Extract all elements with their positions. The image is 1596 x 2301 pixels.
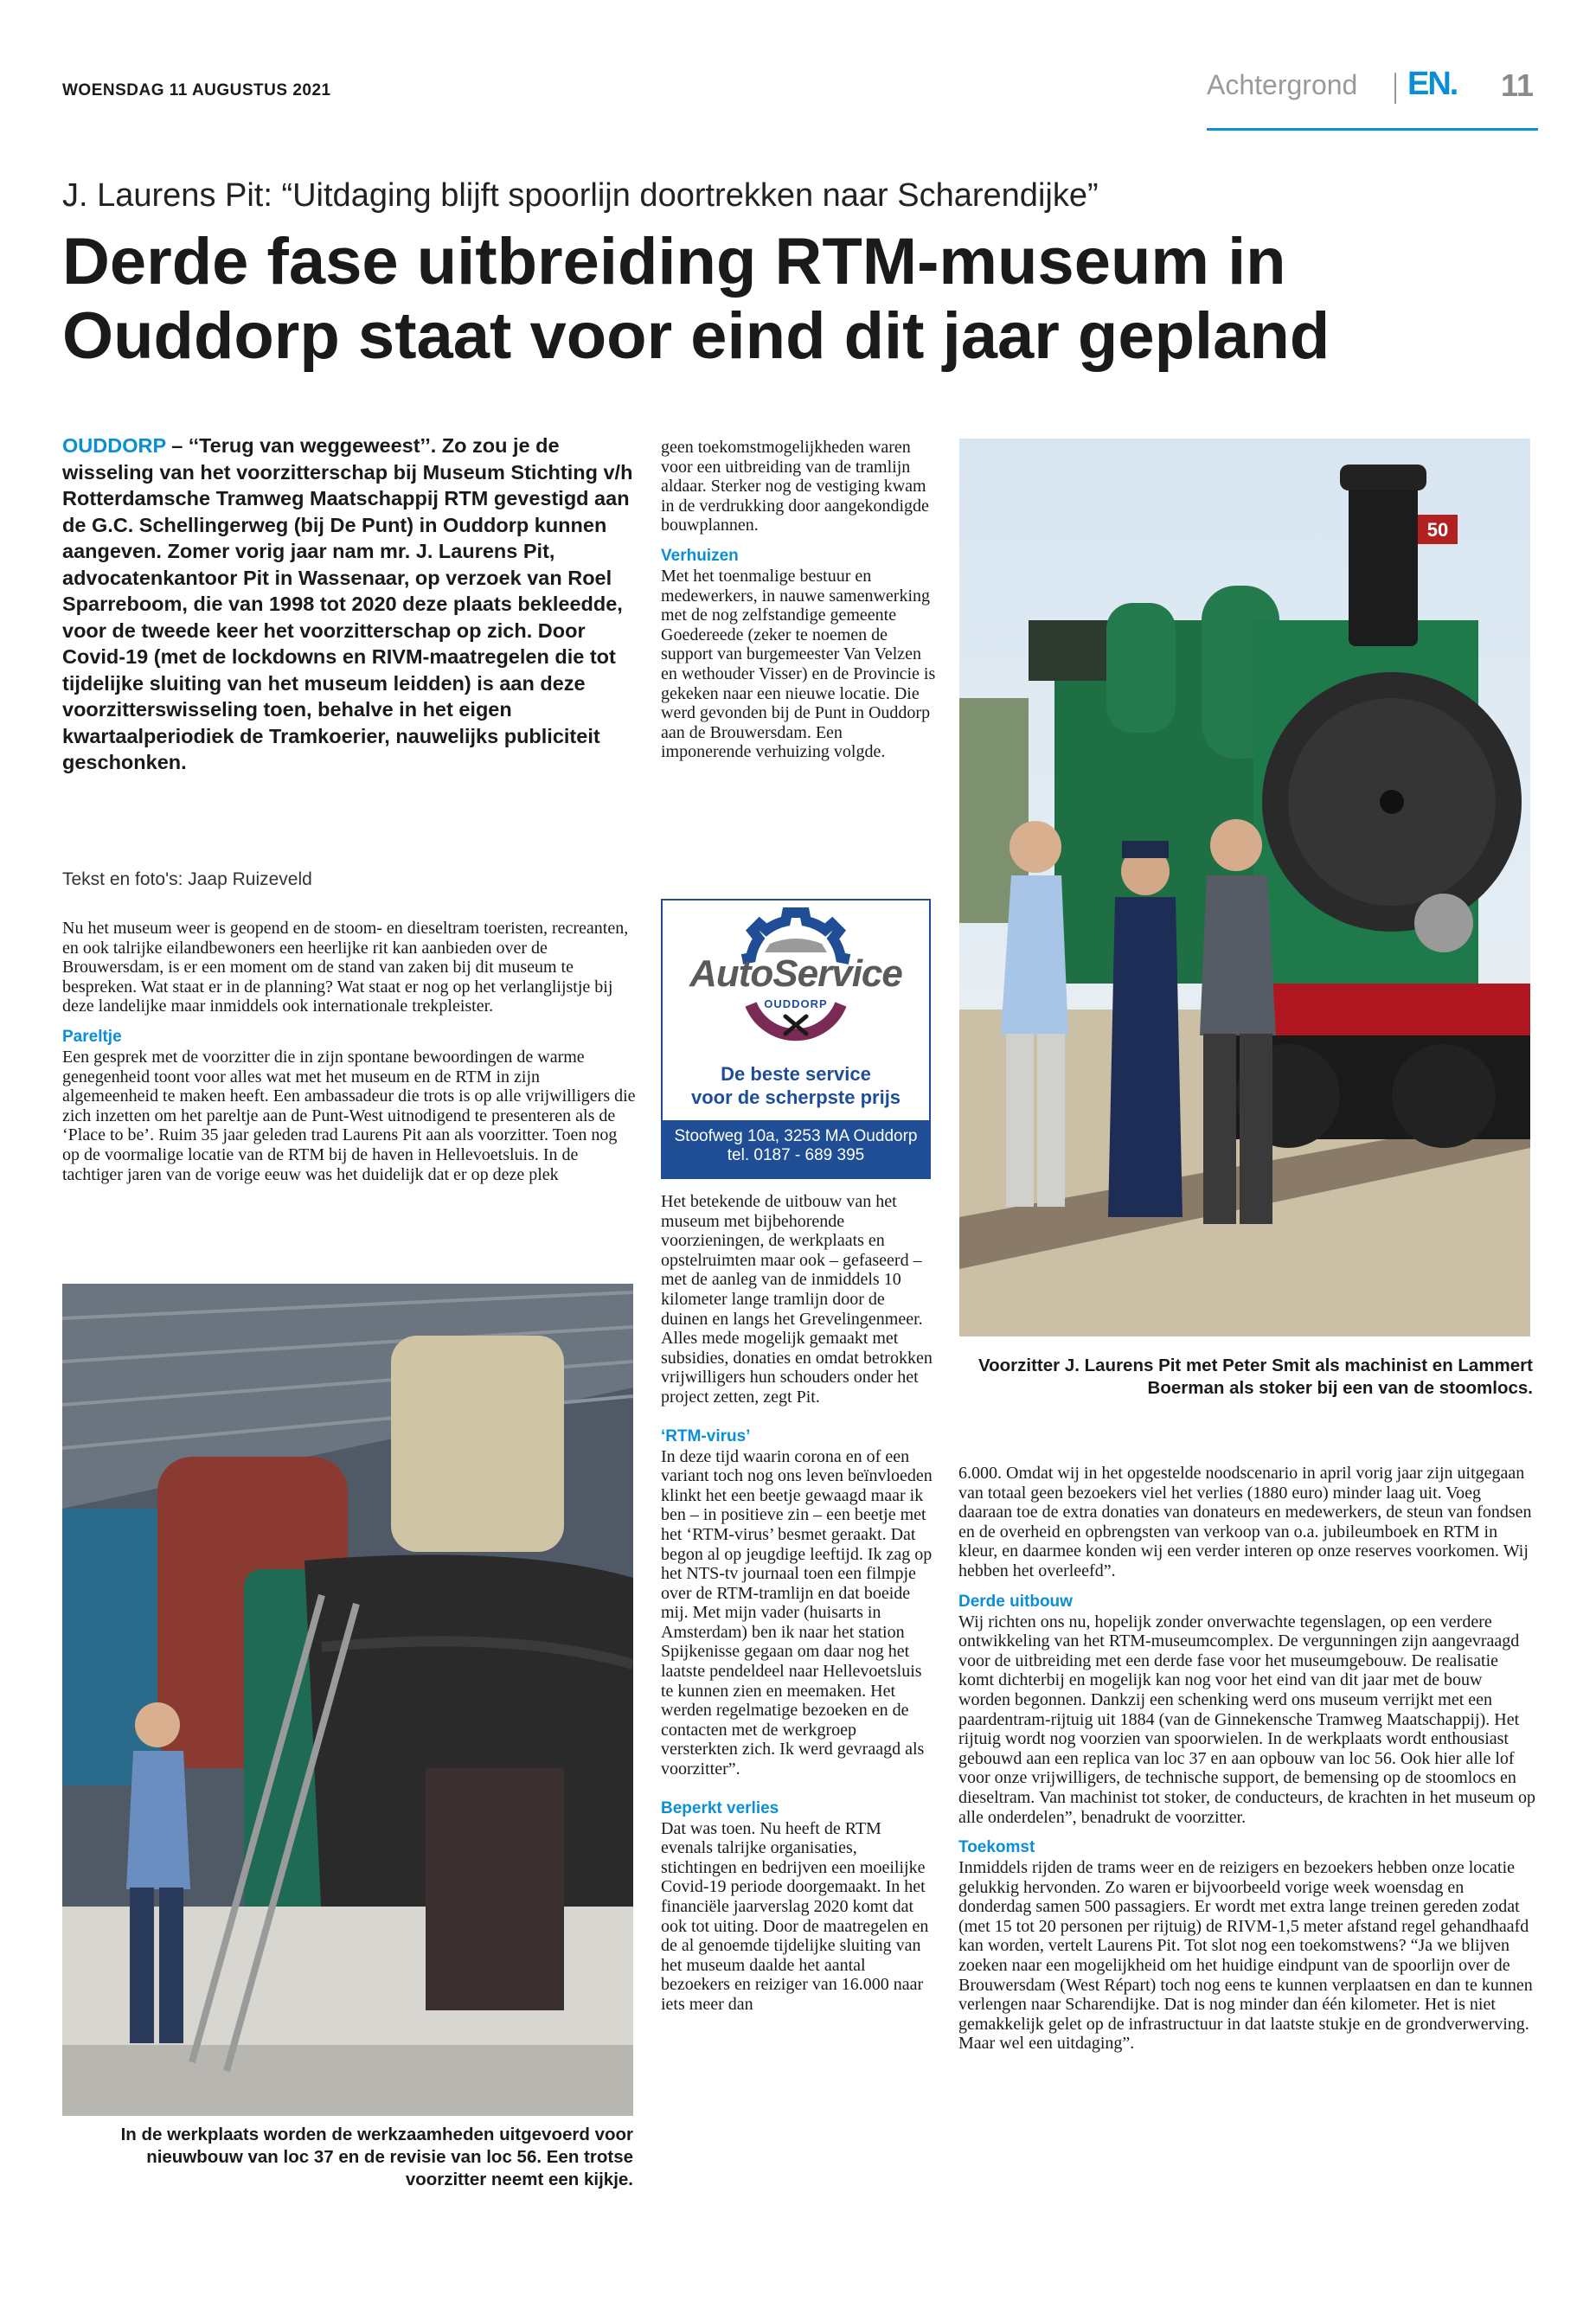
- ad-address: Stoofweg 10a, 3253 MA Ouddorp: [674, 1127, 918, 1145]
- ad-phone[interactable]: tel. 0187 - 689 395: [727, 1146, 865, 1164]
- subheading-verhuizen: Verhuizen: [661, 546, 739, 565]
- article-intro: [62, 433, 633, 776]
- paragraph: Het betekende de uitbouw van het museum met bijbehorende voorzieningen, de werkplaats en opstelruimten maar ook – gefaseerd – met de aanleg van de inmiddels 10 kilometer lange tramlijn door de duinen en langs het Grevelingenmeer. Alles mede mogelijk gemaakt met subsidies, donaties en omdat betrokken vrijwilligers hun schouders onder het project zetten, zegt Pit.: [661, 1192, 933, 1407]
- column-2-bottom-text: [661, 1192, 936, 2015]
- column-2-top-text: [661, 438, 936, 762]
- photo-workshop[interactable]: [62, 1284, 633, 2116]
- header-rule: [1207, 128, 1538, 131]
- ad-brand-location: OUDDORP: [764, 997, 828, 1010]
- paragraph: Een gesprek met de voorzitter die in zijn spontane bewoordingen de warme genegenheid toont voor alles wat met het museum en de RTM in zijn algemeenheid te maken heeft. Een ambassadeur die trots is op alle vrijwilligers die zich inzetten om het pareltje aan de Punt-West uitnodigend te presenteren als de ‘Place to be’. Ruim 35 jaar geleden trad Laurens Pit aan als voorzitter. Toen nog op de voormalige locatie van de RTM bij de haven in Hellevoetsluis. In de tachtiger jaren van de vorige eeuw was het duidelijk dat er op deze plek: [62, 1047, 636, 1184]
- issue-date: WOENSDAG 11 AUGUSTUS 2021: [62, 81, 331, 99]
- dateline-place: OUDDORP: [62, 434, 166, 457]
- intro-text: – ‘‘Terug van weggeweest’’. Zo zou je de wisseling van het voorzitterschap bij Museum Stichting v/h Rotterdamsche Tramweg Maatschappij RTM gevestigd aan de G.C. Schellingerweg (bij De Punt) in Ouddorp kunnen aangeven. Zomer vorig jaar nam mr. J. Laurens Pit, advocatenkantoor Pit in Wassenaar, op verzoek van Roel Sparreboom, die van 1998 tot 2020 deze plaats bekleedde, voor de tweede keer het voorzitterschap op zich. Door Covid-19 (met de lockdowns en RIVM-maatregelen die tot tijdelijke sluiting van het museum leidden) is aan deze voorzitterswisseling toen, behalve in het eigen kwartaalperiodiek de Tramkoerier, nauwelijks publiciteit geschonken.: [62, 434, 633, 773]
- column-3-text: [958, 1464, 1538, 2054]
- number-plate-text: 50: [1426, 519, 1449, 541]
- column-1-text: [62, 919, 638, 1184]
- paragraph: geen toekomstmogelijkheden waren voor een uitbreiding van de tramlijn aldaar. Sterker nog de vestiging kwam in de verdrukking door aangekondigde bouwplannen.: [661, 438, 929, 535]
- ad-contact-bar: [663, 1120, 929, 1177]
- ad-slogan-line-1: De beste service: [721, 1063, 871, 1085]
- ad-slogan-line-2: voor de scherpste prijs: [690, 1086, 901, 1108]
- paragraph: Wij richten ons nu, hopelijk zonder onverwachte tegenslagen, op een verdere ontwikkeling van het RTM-museumcomplex. De vergunningen zijn aangevraagd voor de uitbreiding met een derde fase voor het museumgebouw. De realisatie komt dichterbij en mogelijk kan nog voor het eind van dit jaar met de bouw worden begonnen. Dankzij een schenking werd ons museum verrijkt met een paardentram-rijtuig uit 1884 (van de Ginnekensche Tramweg Maatschappij). Het rijtuig wordt nog voorzien van spoorwielen. In de werkplaats wordt enthousiast gebouwd aan een replica van loc 37 en aan opbouw van loc 56. Ook hier alle lof voor onze vrijwilligers, de technische support, de bemensing op de stoomlocs en dieseltram. Van machinist tot stoker, de conducteurs, de krachten in het museum op alle onderdelen”, benadrukt de voorzitter.: [958, 1612, 1535, 1827]
- photo-locomotive-with-crew[interactable]: [959, 439, 1530, 1336]
- subheading-derde-uitbouw: Derde uitbouw: [958, 1592, 1073, 1611]
- ad-brand: AutoService: [689, 952, 902, 995]
- photo-caption-workshop: In de werkplaats worden de werkzaamheden uitgevoerd voor nieuwbouw van loc 37 en de revisie van loc 56. Een trotse voorzitter neemt een kijkje.: [120, 2125, 633, 2189]
- autoservice-advertisement[interactable]: [661, 899, 931, 1179]
- paragraph: 6.000. Omdat wij in het opgestelde noodscenario in april vorig jaar zijn uitgegaan van totaal geen bezoekers viel het verlies (1880 euro) minder laag uit. Voeg daaraan toe de extra donaties van donateurs en medewerkers, de steun van fondsen en de overheid en opbrengsten van verkoop van o.a. jubileumboek en RTM in kleur, en daarmee konden wij een verder interen op onze reserves voorkomen. Wij hebben het overleefd”.: [958, 1464, 1532, 1580]
- paragraph: Dat was toen. Nu heeft de RTM evenals talrijke organisaties, stichtingen en bedrijven een moeilijke Covid-19 periode doorgemaakt. In het financiële jaarverslag 2020 komt dat ook tot uiting. Door de maatregelen en de al genoemde tijdelijke sluiting van het museum daalde het aantal bezoekers en reiziger van 16.000 naar iets meer dan: [661, 1818, 929, 2014]
- subheading-rtm-virus: ‘RTM-virus’: [661, 1426, 751, 1445]
- paragraph: Met het toenmalige bestuur en medewerkers, in nauwe samenwerking met de nog zelfstandige gemeente Goedereede (zeker te noemen de support van burgemeester Van Velzen en wethouder Visser) en de Provincie is gekeken naar een nieuwe locatie. Die werd gevonden bij de Punt in Ouddorp aan de Brouwersdam. Een imponerende verhuizing volgde.: [661, 566, 936, 762]
- newspaper-logo[interactable]: EN.: [1407, 66, 1458, 102]
- byline: Tekst en foto's: Jaap Ruizeveld: [62, 869, 312, 889]
- article-kicker: J. Laurens Pit: “Uitdaging blijft spoorlijn doortrekken naar Scharendijke”: [62, 177, 1099, 214]
- subheading-pareltje: Pareltje: [62, 1027, 122, 1046]
- section-label[interactable]: Achtergrond: [1207, 69, 1358, 100]
- article-headline: Derde fase uitbreiding RTM-museum in Ouddorp staat voor eind dit jaar gepland: [62, 225, 1330, 373]
- locomotive-photo-illustration: [959, 439, 1530, 1336]
- paragraph: In deze tijd waarin corona en of een variant toch nog ons leven beïnvloeden klinkt het een beetje gewaagd maar ik ben – in positieve zin – een beetje met het ‘RTM-virus’ besmet geraakt. Dat begon al op jeugdige leeftijd. Ik zag op het NTS-tv journaal toen een filmpje over de RTM-tramlijn en dat boeide mij. Met mijn vader (huisarts in Amsterdam) ben ik naar het station Spijkenisse gegaan om daar nog het laatste pendeldeel naar Hellevoetsluis te kunnen zien en meemaken. Het werden regelmatige bezoeken en de contacten met de werkgroep versterkten zich. Ik werd gevraagd als voorzitter”.: [661, 1446, 933, 1779]
- subheading-beperkt-verlies: Beperkt verlies: [661, 1798, 779, 1817]
- paragraph: Inmiddels rijden de trams weer en de reizigers en bezoekers hebben onze locatie gelukkig hervonden. Zo waren er bijvoorbeeld vorige week woensdag en donderdag samen 500 passagiers. Er wordt met extra lange treinen gereden zodat (met 15 tot 20 personen per rijtuig) de RIVM-1,5 meter afstand regel gehandhaafd kan worden, vertelt Laurens Pit. Tot slot nog een toekomstwens? “Ja we blijven zoeken naar een mogelijkheid om het huidige eindpunt van de spoorlijn over de Brouwersdam (West Répart) toch nog eens te kunnen verplaatsen en dan te kunnen verlengen naar Scharendijke. Dat is nog minder dan één kilometer. Het is niet gemakkelijk gelet op de infrastructuur in dat laatste stukje en de grondverwerving. Maar wel een uitdaging”.: [958, 1858, 1533, 2054]
- photo-caption-locomotive: Voorzitter J. Laurens Pit met Peter Smit als machinist en Lammert Boerman als stoker bij een van de stoomlocs.: [977, 1356, 1533, 1398]
- header-divider: [1394, 73, 1396, 104]
- subheading-toekomst: Toekomst: [958, 1838, 1035, 1857]
- page-number: 11: [1501, 67, 1535, 103]
- workshop-photo-illustration: [62, 1284, 633, 2116]
- paragraph: Nu het museum weer is geopend en de stoom- en dieseltram toeristen, recreanten, en ook talrijke eilandbewoners een heerlijke rit kan aanbieden over de Brouwersdam, is er een moment om de stand van zaken bij dit museum te bespreken. Wat staat er in de planning? Wat staat er nog op het verlanglijstje bij deze landelijke maar inmiddels ook internationale trekpleister.: [62, 919, 629, 1016]
